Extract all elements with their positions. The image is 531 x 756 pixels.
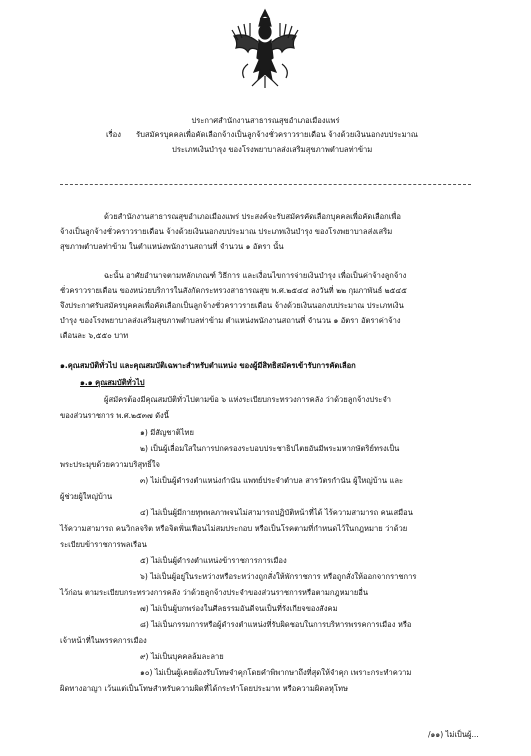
list-item-4-cont: ไร้ความสามารถ คนวิกลจริต หรือจิตฟั่นเฟือนไม่สมประกอบ หรือเป็นโรคตามที่กำหนดไว้ในกฎหมาย ว่าด้วย <box>60 524 408 533</box>
list-item-7: ๗) ไม่เป็นผู้บกพร่องในศีลธรรมอันดีจนเป็นที่รังเกียจของสังคม <box>140 604 338 613</box>
list-item-3: ๓) ไม่เป็นผู้ดำรงตำแหน่งกำนัน แพทย์ประจำตำบล สารวัตรกำนัน ผู้ใหญ่บ้าน และ <box>140 476 404 485</box>
subject-line-2: ประเภทเงินบำรุง ของโรงพยาบาลส่งเสริมสุขภาพตำบลท่าข้าม <box>172 145 373 154</box>
announcement-title: ประกาศสำนักงานสาธารณสุขอำเภอเมืองแพร่ <box>191 116 340 125</box>
paragraph-2-line-5: เดือนละ ๖,๕๕๐ บาท <box>60 331 129 340</box>
list-item-2: ๒) เป็นผู้เลื่อมใสในการปกครองระบอบประชาธิปไตยอันมีพระมหากษัตริย์ทรงเป็น <box>140 444 400 453</box>
paragraph-2-line-2: ชั่วคราวรายเดือน ของหน่วยบริการในสังกัดกระทรวงสาธารณสุข พ.ศ.๒๕๔๔ ลงวันที่ ๒๒ กุมภาพันธ์ ๒๕๔๕ <box>60 286 407 295</box>
list-item-3-cont: ผู้ช่วยผู้ใหญ่บ้าน <box>60 492 113 501</box>
intro-line-1: ผู้สมัครต้องมีคุณสมบัติทั่วไปตามข้อ ๖ แห่งระเบียบกระทรวงการคลัง ว่าด้วยลูกจ้างประจำ <box>104 395 392 404</box>
list-item-6: ๖) ไม่เป็นผู้อยู่ในระหว่างหรือระหว่างถูกสั่งให้พักราชการ หรือถูกสั่งให้ออกจากราชการ <box>140 572 417 581</box>
list-item-1: ๑) มีสัญชาติไทย <box>140 428 194 437</box>
paragraph-1-line-2: จ้างเป็นลูกจ้างชั่วคราวรายเดือน จ้างด้วยเงินนอกงบประมาณ ประเภทเงินบำรุง ของโรงพยาบาลส่งเสริม <box>60 227 393 236</box>
list-item-8: ๘) ไม่เป็นกรรมการหรือผู้ดำรงตำแหน่งที่รับผิดชอบในการบริหารพรรคการเมือง หรือ <box>140 620 412 629</box>
paragraph-2-line-1: ฉะนั้น อาศัยอำนาจตามหลักเกณฑ์ วิธีการ และเงื่อนไขการจ่ายเงินบำรุง เพื่อเป็นค่าจ้างลูกจ้าง <box>104 271 407 280</box>
list-item-8-cont: เจ้าหน้าที่ในพรรคการเมือง <box>60 636 147 645</box>
divider <box>60 184 471 185</box>
paragraph-2-line-3: จึงประกาศรับสมัครบุคคลเพื่อคัดเลือกเป็นลูกจ้างชั่วคราวรายเดือน จ้างด้วยเงินนอกงบประมาณ ประเภทเงิน <box>60 301 404 310</box>
paragraph-2-line-4: บำรุง ของโรงพยาบาลส่งเสริมสุขภาพตำบลท่าข้าม ตำแหน่งพนักงานสถานที่ จำนวน ๑ อัตรา อัตราค่าจ้าง <box>60 316 401 325</box>
list-item-10: ๑๐) ไม่เป็นผู้เคยต้องรับโทษจำคุกโดยคำพิพากษาถึงที่สุดให้จำคุก เพราะกระทำความ <box>140 668 412 677</box>
intro-line-2: ของส่วนราชการ พ.ศ.๒๕๓๗ ดังนี้ <box>60 411 169 420</box>
list-item-4: ๔) ไม่เป็นผู้มีกายทุพพลภาพจนไม่สามารถปฏิบัติหน้าที่ได้ ไร้ความสามารถ คนเสมือน <box>140 508 413 517</box>
list-item-9: ๙) ไม่เป็นบุคคลล้มละลาย <box>140 652 224 661</box>
list-item-5: ๕) ไม่เป็นผู้ดำรงตำแหน่งข้าราชการการเมือง <box>140 556 287 565</box>
paragraph-1-line-3: สุขภาพตำบลท่าข้าม ในตำแหน่งพนักงานสถานที่ จำนวน ๑ อัตรา นั้น <box>60 242 284 251</box>
subject-line-1: รับสมัครบุคคลเพื่อคัดเลือกจ้างเป็นลูกจ้างชั่วคราวรายเดือน จ้างด้วยเงินนอกงบประมาณ <box>136 130 418 139</box>
list-item-4-cont-2: ระเบียบข้าราชการพลเรือน <box>60 540 147 549</box>
paragraph-1-line-1: ด้วยสำนักงานสาธารณสุขอำเภอเมืองแพร่ ประสงค์จะรับสมัครคัดเลือกบุคคลเพื่อคัดเลือกเพื่อ <box>104 212 401 221</box>
list-item-2-cont: พระประมุขด้วยความบริสุทธิ์ใจ <box>60 460 160 469</box>
list-item-10-cont: ผิดทางอาญา เว้นแต่เป็นโทษสำหรับความผิดที่ได้กระทำโดยประมาท หรือความผิดลหุโทษ <box>60 684 348 693</box>
section-1-1-heading: ๑.๑ คุณสมบัติทั่วไป <box>80 378 145 387</box>
continued-marker: /๑๑) ไม่เป็นผู้... <box>428 730 479 739</box>
subject-label: เรื่อง <box>106 130 121 139</box>
section-1-heading: ๑.คุณสมบัติทั่วไป และคุณสมบัติเฉพาะสำหรับตำแหน่ง ของผู้มีสิทธิสมัครเข้ารับการคัดเลือก <box>60 361 356 370</box>
list-item-6-cont: ไว้ก่อน ตามระเบียบกระทรวงการคลัง ว่าด้วยลูกจ้างประจำของส่วนราชการหรือตามกฎหมายอื่น <box>60 588 369 597</box>
garuda-emblem-icon <box>228 6 302 90</box>
